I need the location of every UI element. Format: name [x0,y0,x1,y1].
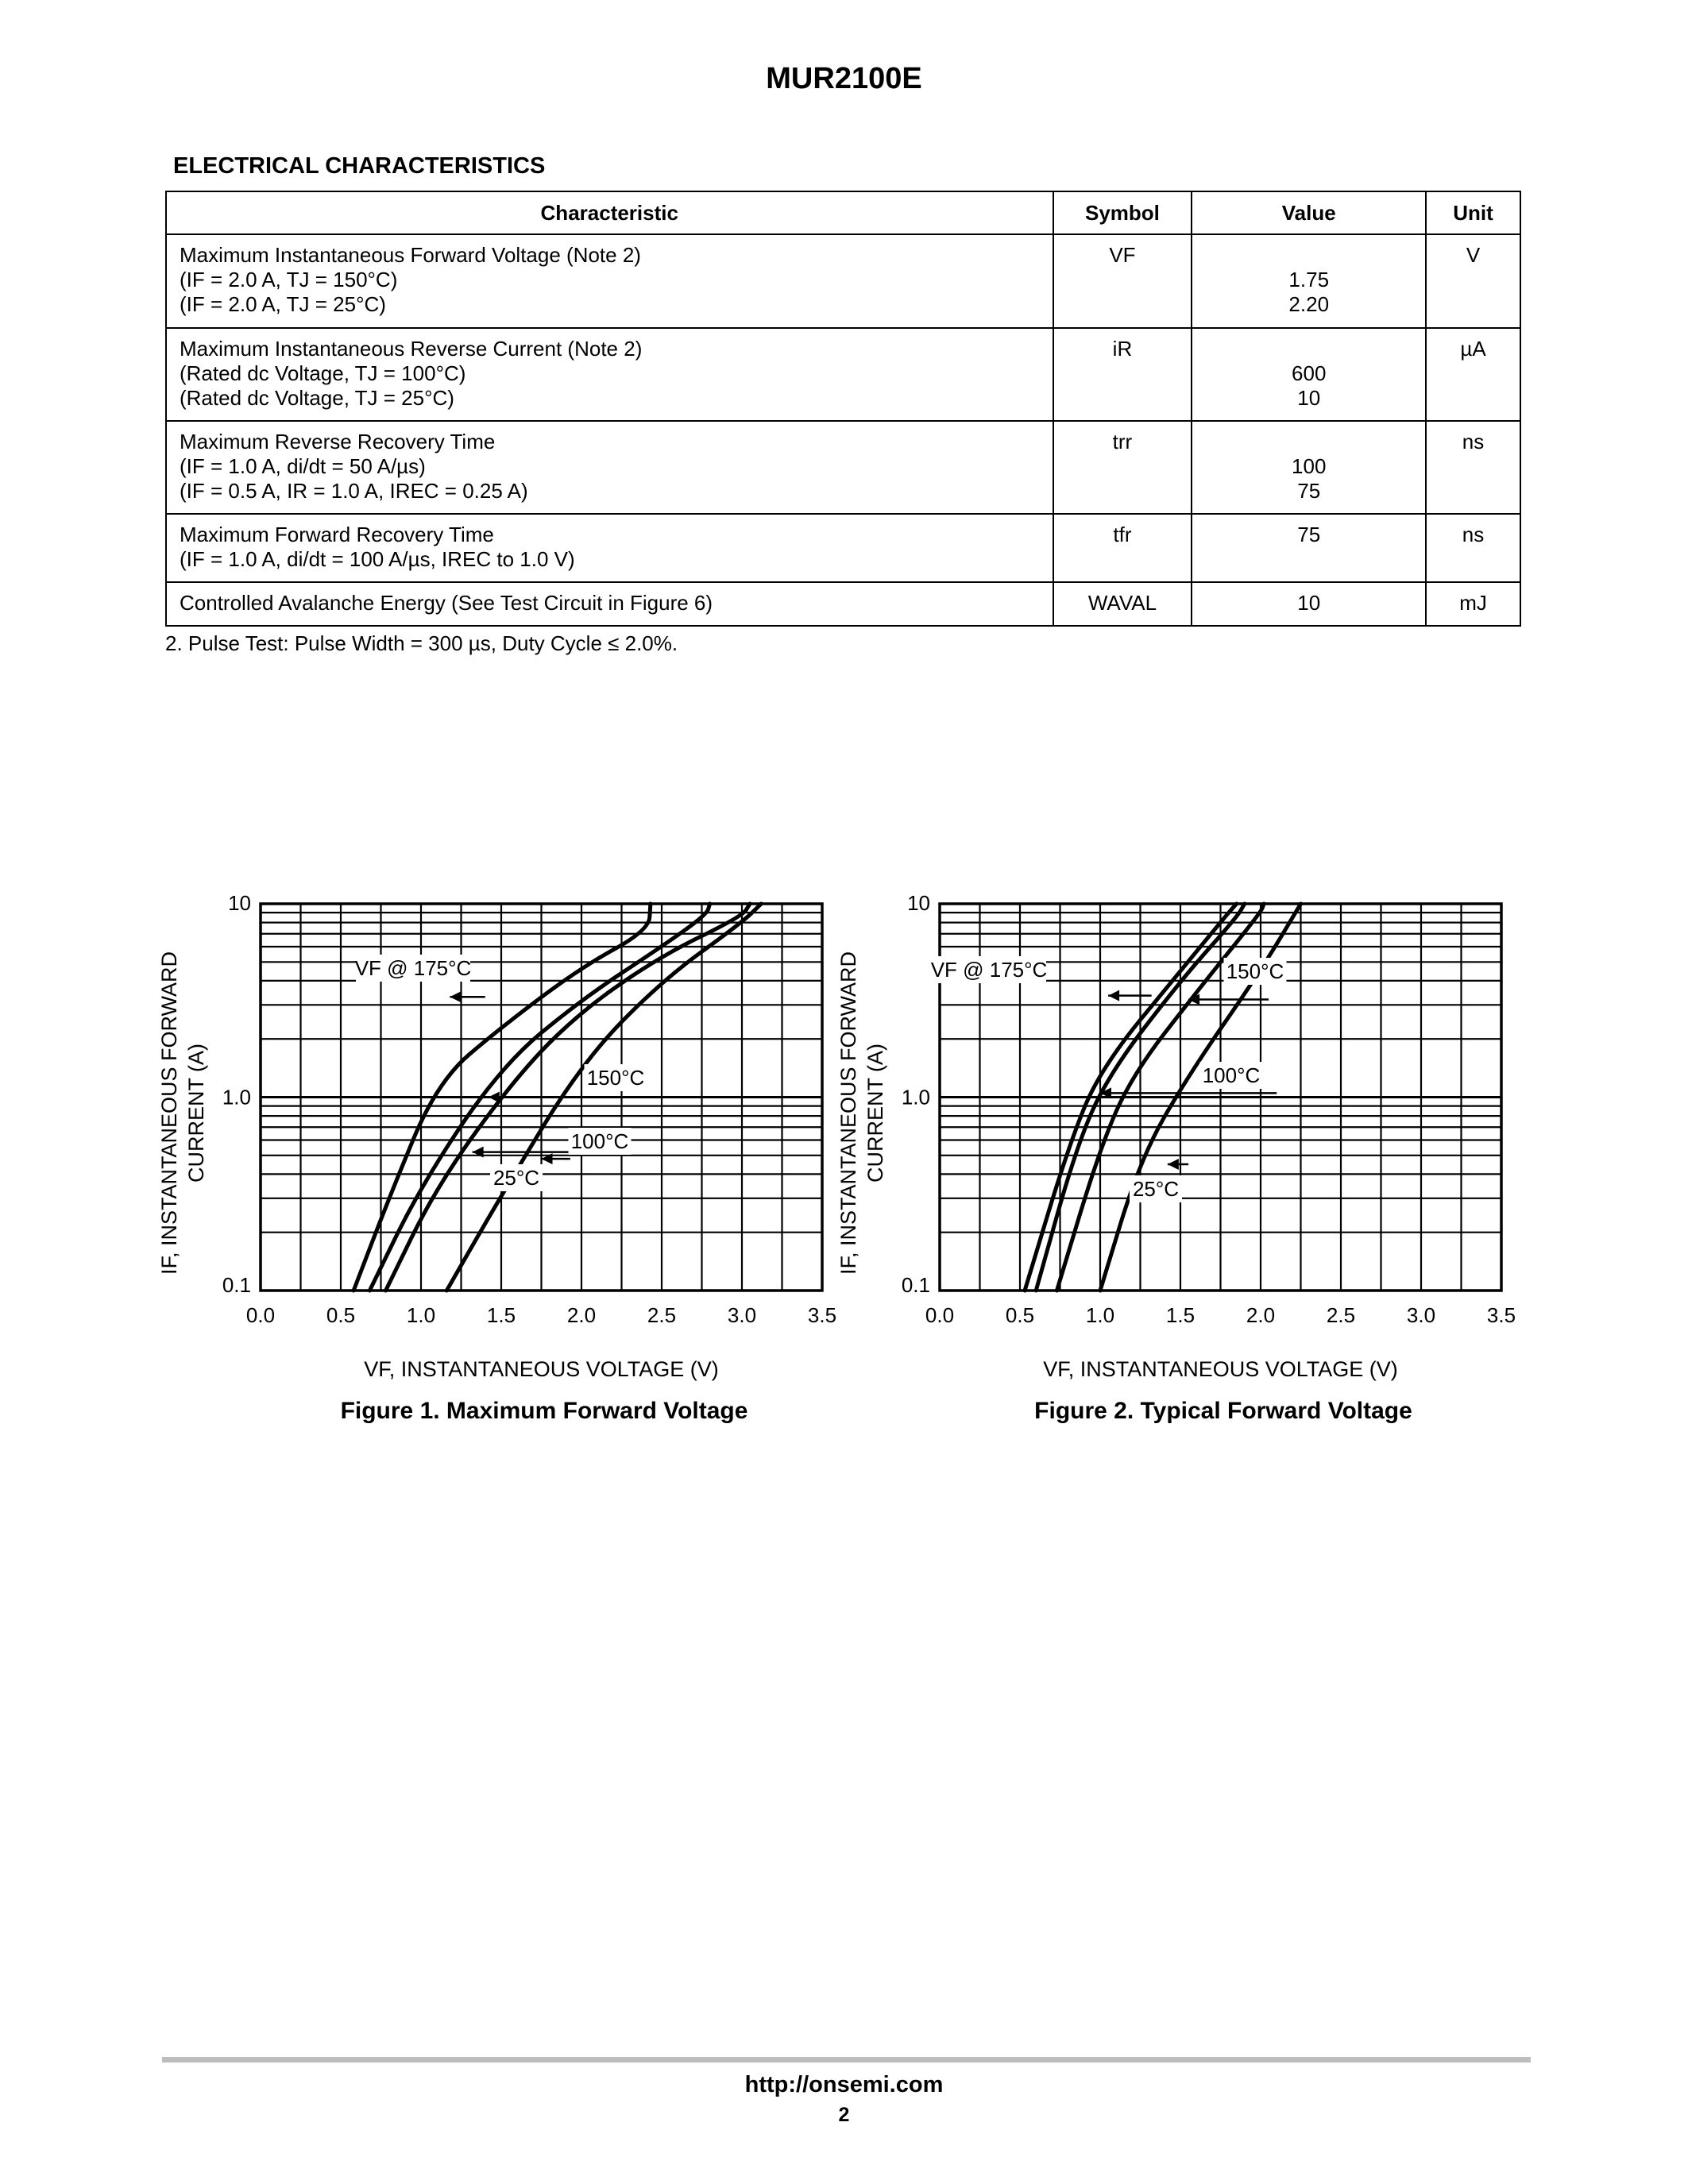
page-number: 2 [838,2104,850,2126]
series-label: 100°C [1202,1063,1261,1087]
y-tick-label: 0.1 [222,1273,251,1297]
symbol-cell: iR [1053,328,1192,421]
characteristic-line: Maximum Instantaneous Forward Voltage (Note 2) [180,243,641,267]
x-axis-title: VF, INSTANTANEOUS VOLTAGE (V) [1043,1357,1398,1381]
y-axis-title-line: IF, INSTANTANEOUS FORWARD [836,951,860,1275]
x-tick-label: 3.5 [807,1303,837,1327]
y-tick-label: 1.0 [222,1085,251,1109]
unit-cell: ns [1426,421,1520,514]
characteristic-line: (IF = 1.0 A, di/dt = 50 A/µs) [180,454,426,478]
unit-cell: mJ [1426,582,1520,626]
y-tick-label: 10 [907,891,930,915]
y-axis-title-line: CURRENT (A) [863,1044,887,1183]
figure-1-caption: Figure 1. Maximum Forward Voltage [340,1398,748,1424]
value-line [1205,430,1412,454]
x-tick-label: 3.5 [1486,1303,1516,1327]
series-label: 150°C [586,1066,645,1090]
footnote: 2. Pulse Test: Pulse Width = 300 µs, Duty Cycle ≤ 2.0%. [165,631,678,655]
x-tick-label: 1.5 [1165,1303,1196,1327]
page-title: MUR2100E [766,62,922,95]
y-axis-title [836,951,887,1275]
label-arrowhead [450,991,461,1002]
table-row [166,328,1520,421]
x-tick-label: 0.0 [245,1303,276,1327]
header-value: Value [1192,191,1426,234]
characteristic-line: (Rated dc Voltage, TJ = 100°C) [180,361,466,385]
unit-cell: ns [1426,514,1520,582]
characteristic-line: (IF = 2.0 A, TJ = 150°C) [180,268,398,291]
value-line [1205,337,1412,361]
figure-1-chart [151,874,858,1382]
characteristic-cell [166,421,1053,514]
value-line: 75 [1297,479,1321,503]
value-line: 600 [1292,361,1327,385]
characteristic-cell [166,328,1053,421]
x-axis-title: VF, INSTANTANEOUS VOLTAGE (V) [364,1357,719,1381]
label-arrowhead [1168,1159,1179,1170]
label-arrowhead [489,1092,500,1103]
characteristic-line: (IF = 2.0 A, TJ = 25°C) [180,292,386,316]
x-tick-label: 1.0 [406,1303,436,1327]
y-axis-title-line: IF, INSTANTANEOUS FORWARD [157,951,181,1275]
series-label: 150°C [1226,959,1284,983]
x-tick-label: 1.5 [486,1303,516,1327]
table-row [166,514,1520,582]
figure-2-caption: Figure 2. Typical Forward Voltage [1034,1398,1412,1424]
x-tick-label: 2.5 [647,1303,677,1327]
label-arrowhead [1108,990,1119,1001]
characteristic-cell [166,234,1053,328]
value-line [1205,243,1412,268]
y-tick-label: 10 [228,891,251,915]
x-tick-label: 2.0 [566,1303,597,1327]
electrical-characteristics-table [165,191,1521,627]
value-cell [1192,328,1426,421]
header-unit: Unit [1426,191,1520,234]
value-cell: 75 [1192,514,1426,582]
characteristic-line: Maximum Instantaneous Reverse Current (Note 2) [180,337,643,361]
series-label: VF @ 175°C [354,956,472,980]
x-tick-label: 2.5 [1326,1303,1356,1327]
footer-url[interactable]: http://onsemi.com [744,2072,944,2097]
value-cell: 10 [1192,582,1426,626]
characteristic-line: (IF = 0.5 A, IR = 1.0 A, IREC = 0.25 A) [180,479,528,503]
characteristic-cell [166,514,1053,582]
x-tick-label: 3.0 [727,1303,757,1327]
table-header-row [166,191,1520,234]
y-tick-label: 0.1 [901,1273,930,1297]
unit-cell: µA [1426,328,1520,421]
characteristic-cell [166,582,1053,626]
section-title: ELECTRICAL CHARACTERISTICS [173,153,546,179]
value-line: 2.20 [1288,292,1330,316]
x-tick-label: 0.0 [925,1303,955,1327]
x-tick-label: 3.0 [1406,1303,1436,1327]
x-tick-label: 0.5 [326,1303,356,1327]
value-line: 10 [1297,386,1321,410]
x-tick-label: 2.0 [1246,1303,1276,1327]
table-row [166,582,1520,626]
y-axis-title [157,951,208,1275]
symbol-cell: WAVAL [1053,582,1192,626]
characteristic-line: (Rated dc Voltage, TJ = 25°C) [180,386,454,410]
value-line: 100 [1292,454,1327,478]
characteristic-line: (IF = 1.0 A, di/dt = 100 A/µs, IREC to 1.0 V) [180,547,575,571]
value-cell [1192,421,1426,514]
header-characteristic: Characteristic [166,191,1053,234]
table-row [166,234,1520,328]
symbol-cell: tfr [1053,514,1192,582]
series-label: VF @ 175°C [930,958,1048,982]
series-label: 25°C [492,1166,540,1190]
value-cell [1192,234,1426,328]
symbol-cell: trr [1053,421,1192,514]
x-tick-label: 1.0 [1085,1303,1115,1327]
x-tick-label: 0.5 [1005,1303,1035,1327]
table-row [166,421,1520,514]
characteristic-line: Controlled Avalanche Energy (See Test Circuit in Figure 6) [180,591,713,615]
y-tick-label: 1.0 [901,1085,930,1109]
y-axis-title-line: CURRENT (A) [184,1044,208,1183]
figure-2-chart [830,874,1537,1382]
symbol-cell: VF [1053,234,1192,328]
series-label: 25°C [1132,1177,1180,1201]
footer-divider [162,2057,1531,2062]
characteristic-line: Maximum Reverse Recovery Time [180,430,496,453]
header-symbol: Symbol [1053,191,1192,234]
value-line: 1.75 [1288,268,1330,291]
characteristic-line: Maximum Forward Recovery Time [180,523,494,546]
unit-cell: V [1426,234,1520,328]
series-label: 100°C [570,1129,629,1153]
